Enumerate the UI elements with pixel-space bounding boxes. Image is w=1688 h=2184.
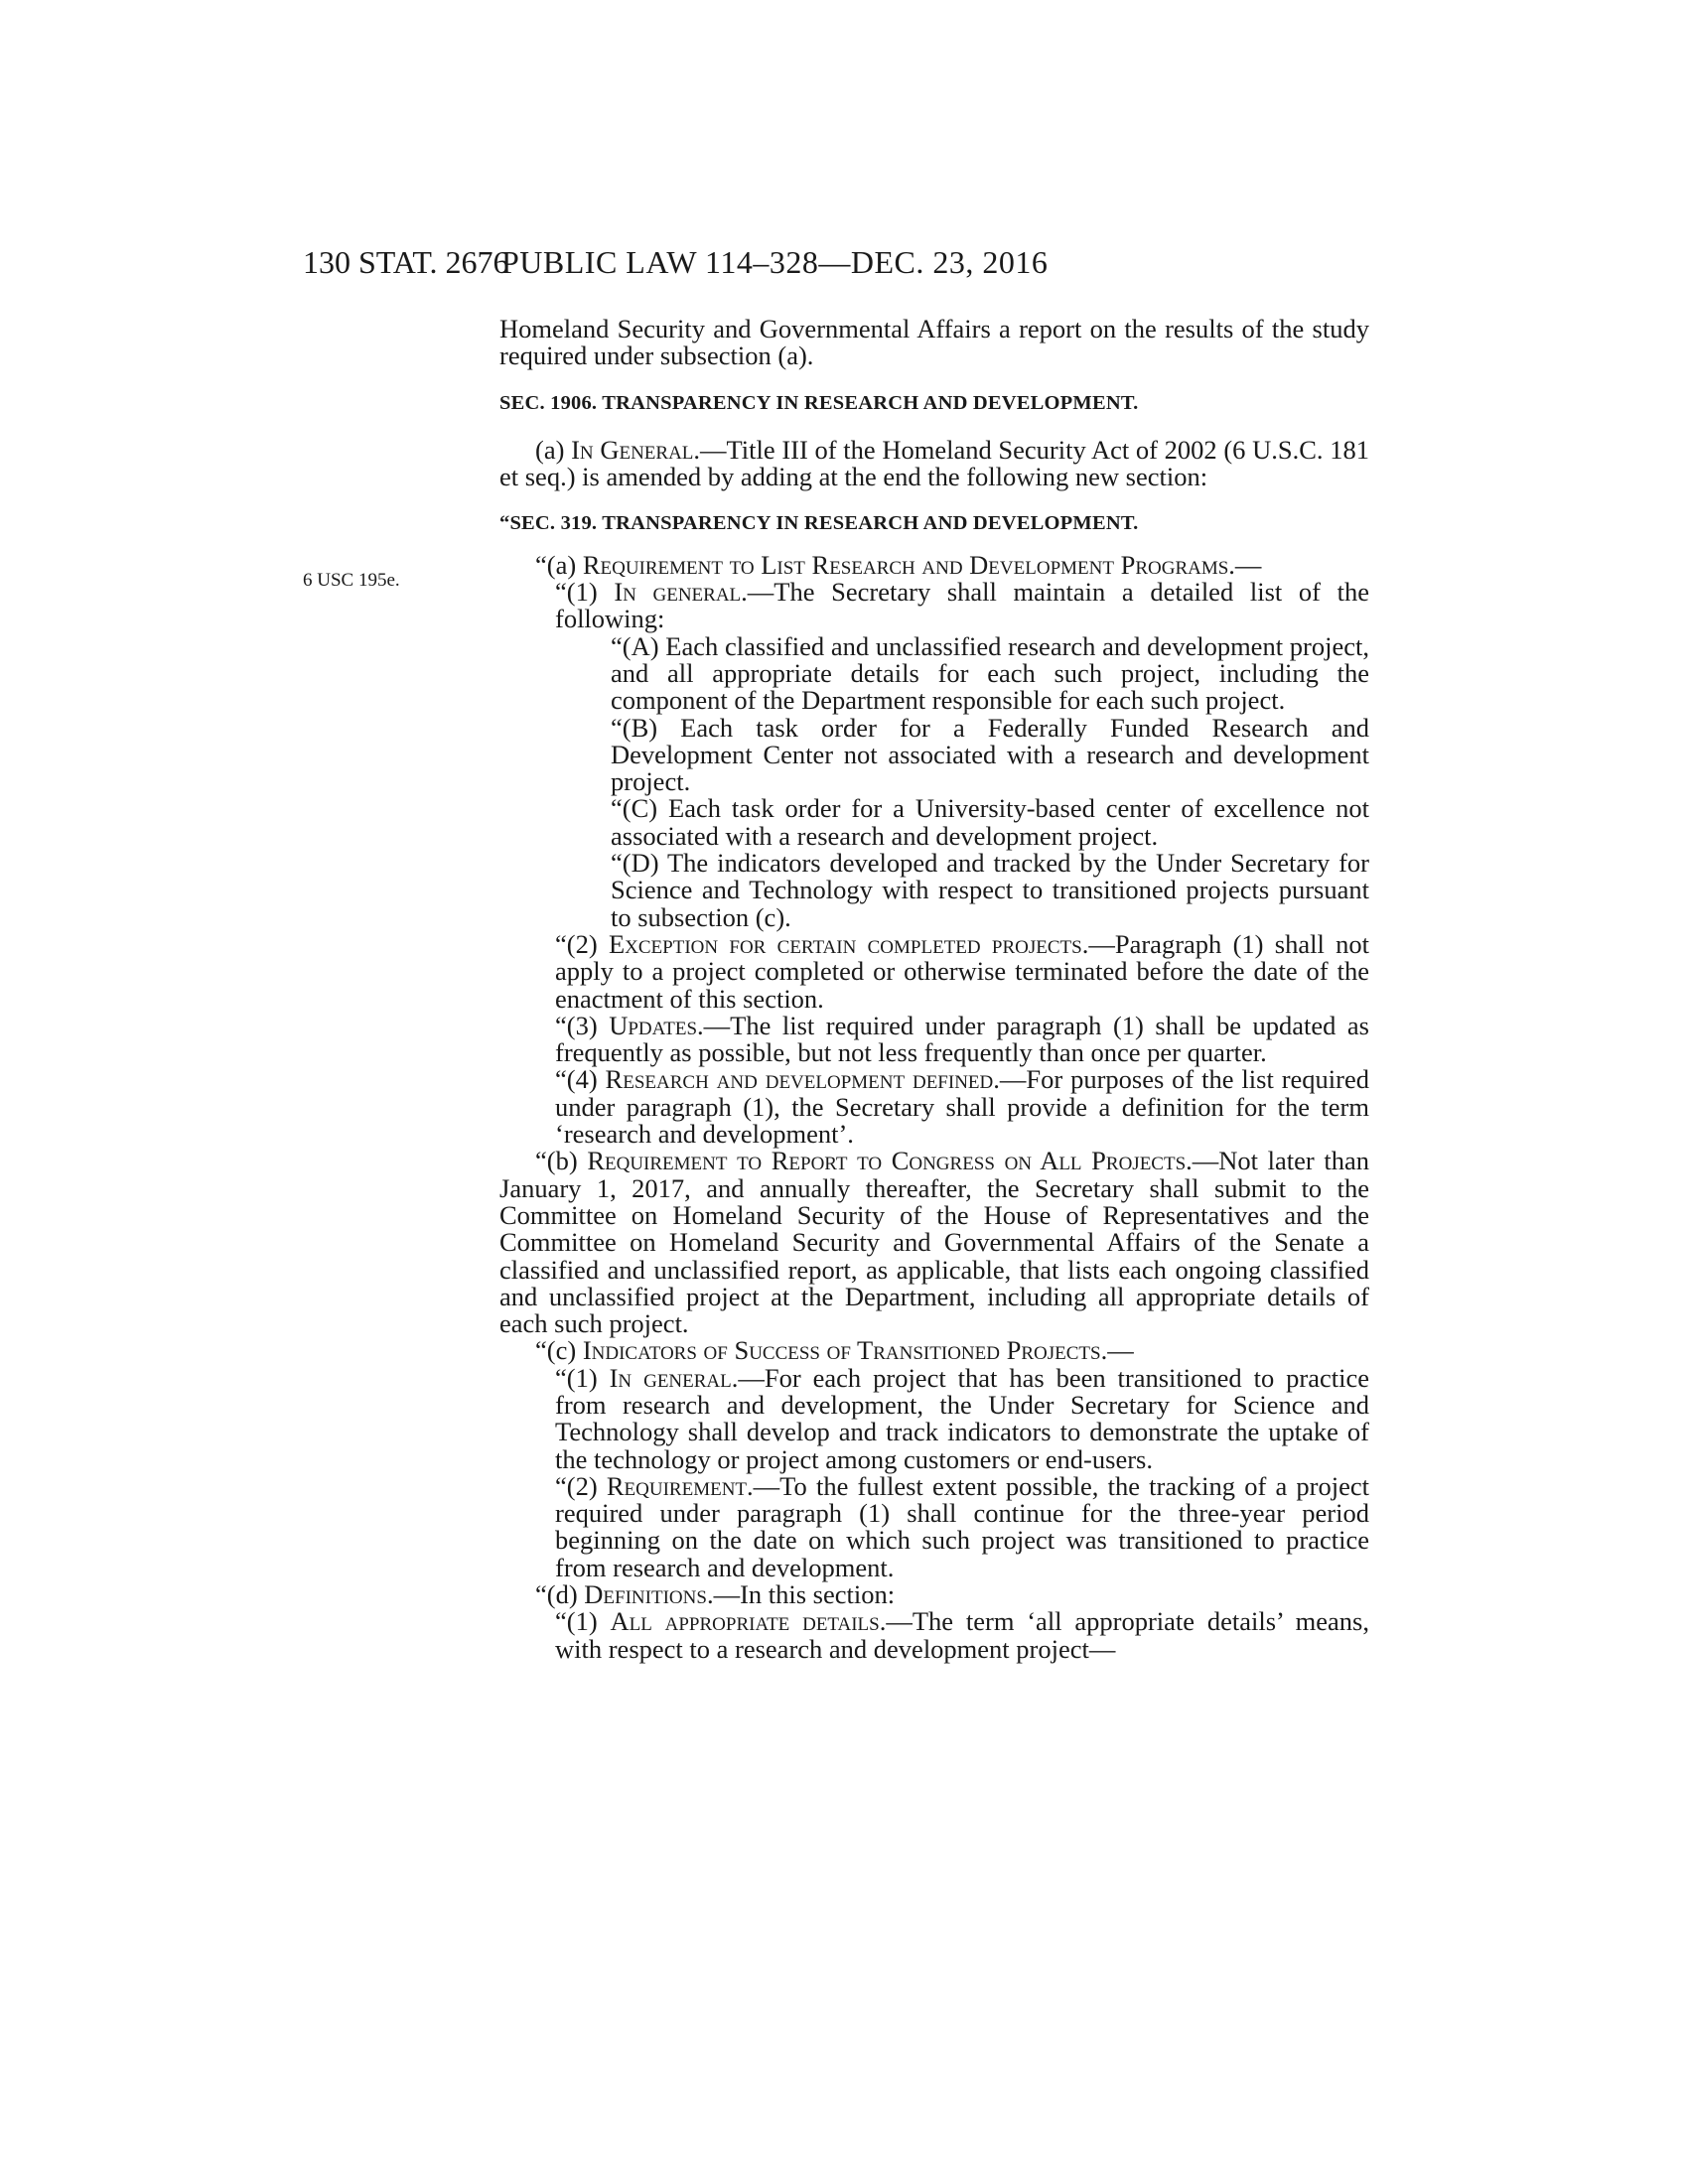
subsection-d-label: “(d) [535, 1579, 585, 1610]
subparagraph-a1A: “(A) Each classified and unclassified research and development project, and all appropriate details for each such project, including the component of the Department responsible for each such project. [611, 630, 1369, 716]
subsection-a-text: .—Title III of the Homeland Security Act of 2002 (6 U.S.C. 181 et seq.) is amended by adding at the end the following new section: [499, 434, 1369, 492]
paragraph-a4-heading: Research and development defined [605, 1064, 994, 1095]
paragraph-a2-label: “(2) [555, 928, 609, 959]
paragraph-c1-label: “(1) [555, 1362, 610, 1393]
subsection-d [499, 1581, 1369, 1608]
subsection-a-heading: In General [571, 434, 694, 465]
subsection-d-text: .—In this section: [706, 1579, 896, 1610]
paragraph-c2 [555, 1470, 1370, 1582]
paragraph-a1 [555, 579, 1369, 633]
paragraph-c1-heading: In general [609, 1362, 732, 1393]
paragraph-a3-heading: Updates [609, 1010, 698, 1040]
sec319-a-text: .— [1228, 549, 1262, 580]
paragraph-a3-label: “(3) [555, 1010, 610, 1040]
subparagraph-a1C: “(C) Each task order for a University-based center of excellence not associated with a research and development project. [611, 793, 1369, 851]
section-319-heading: “SEC. 319. TRANSPARENCY IN RESEARCH AND DEVELOPMENT. [499, 512, 1139, 535]
page-header [0, 244, 1688, 284]
paragraph-a1-text: .—The Secretary shall maintain a detailed list of the following: [555, 577, 1369, 634]
paragraph-a4-label: “(4) [555, 1064, 606, 1095]
subsection-c-text: .— [1100, 1335, 1134, 1366]
sec319-a-label: “(a) [535, 549, 583, 580]
paragraph-c2-text: .—To the fullest extent possible, the tracking of a project required under paragraph (1) shall continue for the three-year period beginning on the date on which such project was transitioned to practice from research and development. [555, 1470, 1370, 1582]
paragraph-a4 [555, 1066, 1369, 1148]
subparagraph-a1B: “(B) Each task order for a Federally Funded Research and Development Center not associated with a research and development project. [611, 712, 1369, 797]
paragraph-d1-text: .—The term ‘all appropriate details’ means, with respect to a research and development project— [555, 1606, 1369, 1664]
paragraph-a2 [555, 928, 1369, 1014]
paragraph-d1-label: “(1) [555, 1606, 611, 1637]
paragraph-a4-text: .—For purposes of the list required under paragraph (1), the Secretary shall provide a definition for the term ‘research and development’. [555, 1064, 1369, 1150]
subsection-b-heading: Requirement to Report to Congress on All Projects [587, 1146, 1187, 1176]
subsection-c [499, 1337, 1369, 1364]
paragraph-c1 [555, 1362, 1369, 1474]
paragraph-a1-label: “(1) [555, 577, 615, 608]
paragraph-a1-heading: In general [614, 577, 742, 608]
subsection-b-label: “(b) [535, 1146, 588, 1176]
subparagraph-a1D: “(D) The indicators developed and tracked by the Under Secretary for Science and Technology with respect to transitioned projects pursuant to subsection (c). [611, 848, 1369, 932]
subsection-c-heading: Indicators of Success of Transitioned Projects [582, 1335, 1101, 1366]
subsection-d-heading: Definitions [584, 1579, 707, 1610]
paragraph-c1-text: .—For each project that has been transitioned to practice from research and development, the Under Secretary for Science and Technology shall develop and track indicators to demonstrate the uptake of the technology or project among customers or end-users. [555, 1362, 1369, 1474]
usc-margin-note: 6 USC 195e. [303, 570, 400, 591]
paragraph-a2-heading: Exception for certain completed projects [608, 928, 1082, 959]
paragraph-d1-heading: All appropriate details [610, 1606, 880, 1637]
continuation-paragraph: Homeland Security and Governmental Affairs a report on the results of the study required under subsection (a). [499, 314, 1369, 371]
paragraph-c2-label: “(2) [555, 1470, 607, 1501]
subsection-b [499, 1148, 1369, 1337]
public-law-citation: PUBLIC LAW 114–328—DEC. 23, 2016 [501, 244, 1049, 280]
document-body [499, 316, 1369, 1663]
paragraph-a3-text: .—The list required under paragraph (1) shall be updated as frequently as possible, but not less frequently than once per quarter. [555, 1010, 1369, 1068]
subsection-a [499, 434, 1369, 492]
section-1906-heading: SEC. 1906. TRANSPARENCY IN RESEARCH AND DEVELOPMENT. [499, 391, 1139, 414]
paragraph-a3 [555, 1010, 1369, 1068]
sec319-a-heading: Requirement to List Research and Development Programs [582, 549, 1229, 580]
paragraph-c2-heading: Requirement [606, 1470, 748, 1501]
subsection-c-label: “(c) [535, 1335, 583, 1366]
sec319-subsection-a [499, 549, 1369, 580]
subsection-b-text: .—Not later than January 1, 2017, and annually thereafter, the Secretary shall submit to the Committee on Homeland Security of the House of Representatives and the Committee on Homeland Security and Governmental Affairs of the Senate a classified and unclassified report, as applicable, that lists each ongoing classified and unclassified project at the Department, including all appropriate details of each such project. [499, 1146, 1370, 1339]
statute-page-number: 130 STAT. 2676 [303, 244, 509, 280]
subsection-a-label: (a) [535, 434, 572, 465]
paragraph-d1 [555, 1608, 1369, 1663]
paragraph-a2-text: .—Paragraph (1) shall not apply to a project completed or otherwise terminated before the date of the enactment of this section. [555, 928, 1369, 1014]
